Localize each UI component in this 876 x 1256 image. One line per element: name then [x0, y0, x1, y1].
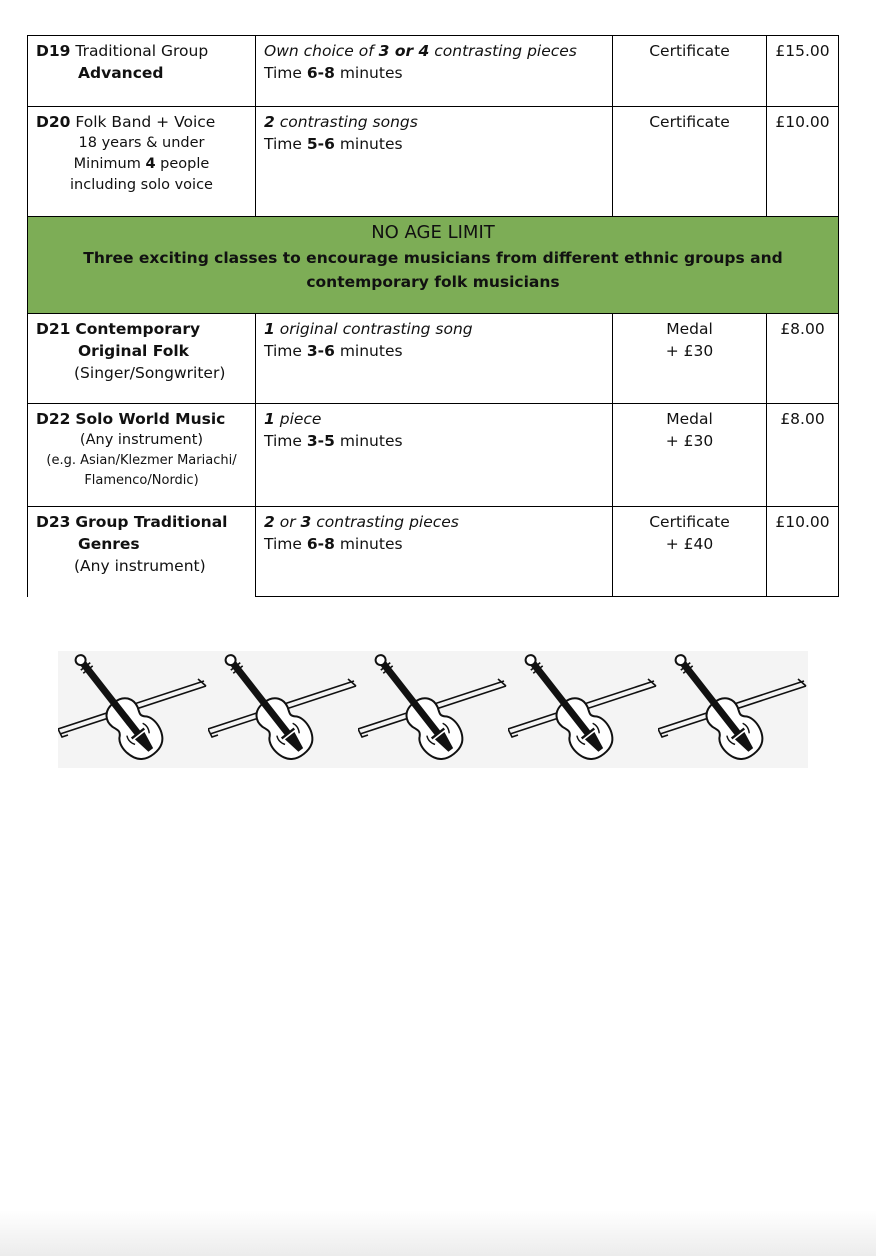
class-title: Group Traditional [75, 513, 228, 531]
class-name-cell [28, 507, 256, 597]
page-bottom-shadow [0, 1210, 876, 1256]
class-title: Solo World Music [75, 410, 226, 428]
banner-cell [28, 217, 839, 314]
time-limit: Time 6-8 minutes [264, 64, 403, 82]
award-cell: Medal + £30 [613, 314, 767, 404]
class-detail: (Any instrument) [79, 432, 204, 448]
banner-subtitle: Three exciting classes to encourage musicians from different ethnic groups and contemporary folk musicians [83, 249, 783, 291]
award-cell: Medal + £30 [613, 404, 767, 507]
award-cell: Certificate [613, 107, 767, 217]
class-title-2: Original Folk [78, 342, 189, 360]
class-title-2: Genres [78, 535, 140, 553]
class-code: D21 [36, 320, 71, 338]
banner-title: NO AGE LIMIT [371, 222, 495, 243]
violin-border [58, 651, 808, 768]
class-detail: Minimum 4 people [73, 156, 210, 172]
time-limit: Time 6-8 minutes [264, 535, 403, 553]
award-cell: Certificate + £40 [613, 507, 767, 597]
award-cell: Certificate [613, 36, 767, 107]
class-name-cell [28, 314, 256, 404]
time-limit: Time 3-5 minutes [264, 432, 403, 450]
class-title-2: Advanced [78, 64, 164, 82]
class-code: D22 [36, 410, 71, 428]
violin-icon [58, 651, 208, 768]
time-limit: Time 5-6 minutes [264, 135, 403, 153]
class-detail: including solo voice [70, 177, 213, 193]
requirement-text: 2 or 3 contrasting pieces [264, 513, 459, 531]
class-code: D19 [36, 42, 71, 60]
fee-cell: £8.00 [767, 314, 839, 404]
class-detail: (Any instrument) [74, 557, 206, 575]
class-code: D20 [36, 113, 71, 131]
requirement-text: 1 original contrasting song [264, 320, 473, 338]
violin-icon [658, 651, 808, 768]
class-name-cell [28, 36, 256, 107]
class-title: Folk Band + Voice [75, 113, 216, 131]
class-detail: (Singer/Songwriter) [74, 364, 226, 382]
class-code: D23 [36, 513, 71, 531]
table-row [28, 314, 839, 404]
fee-cell: £8.00 [767, 404, 839, 507]
violin-icon [358, 651, 508, 768]
class-name-cell [28, 107, 256, 217]
table-row [28, 507, 839, 597]
class-detail: Flamenco/Nordic) [84, 473, 199, 488]
class-title: Traditional Group [75, 42, 209, 60]
fee-cell: £10.00 [767, 107, 839, 217]
class-detail: 18 years & under [78, 135, 205, 151]
table-row [28, 107, 839, 217]
requirement-text: Own choice of 3 or 4 contrasting pieces [264, 42, 577, 60]
class-name-cell [28, 404, 256, 507]
time-limit: Time 3-6 minutes [264, 342, 403, 360]
requirements-cell [256, 507, 613, 597]
requirement-text: 1 piece [264, 410, 322, 428]
no-age-limit-banner [28, 217, 839, 314]
class-detail: (e.g. Asian/Klezmer Mariachi/ [46, 453, 237, 468]
fee-cell: £10.00 [767, 507, 839, 597]
requirements-cell [256, 314, 613, 404]
requirements-cell [256, 36, 613, 107]
table-row [28, 36, 839, 107]
requirement-text: 2 contrasting songs [264, 113, 418, 131]
requirements-cell [256, 107, 613, 217]
violin-icon [208, 651, 358, 768]
violin-icon [508, 651, 658, 768]
table-row [28, 404, 839, 507]
requirements-cell [256, 404, 613, 507]
class-title: Contemporary [75, 320, 201, 338]
classes-table [27, 35, 839, 597]
fee-cell: £15.00 [767, 36, 839, 107]
